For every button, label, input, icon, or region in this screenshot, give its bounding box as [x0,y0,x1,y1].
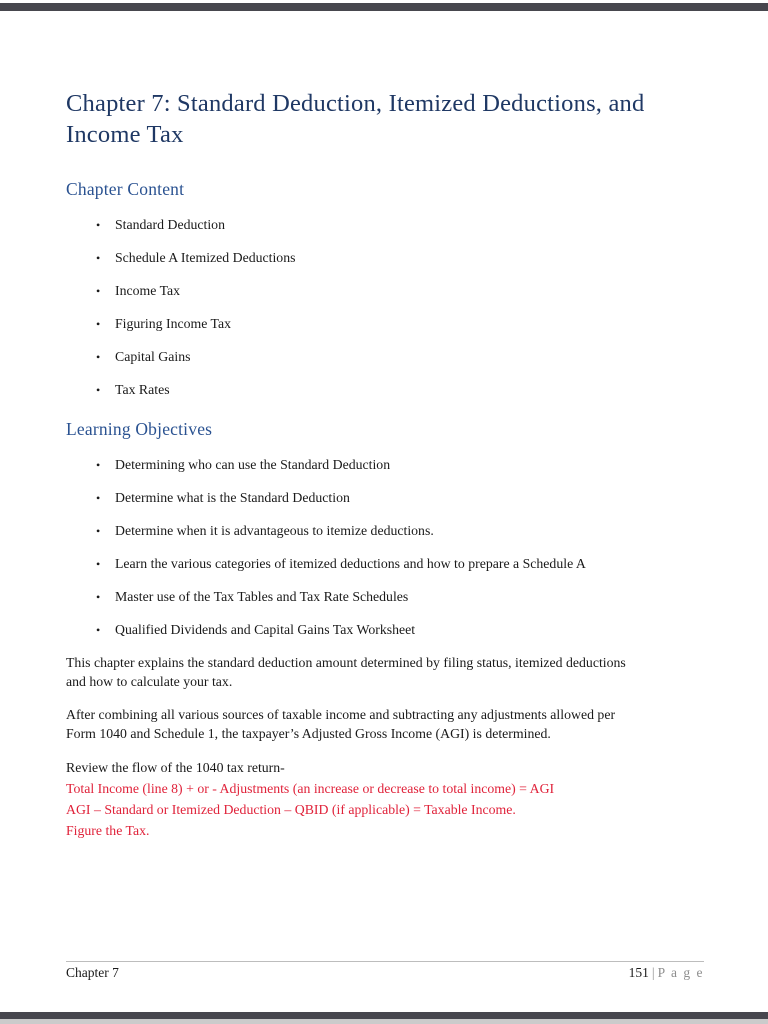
list-item [66,522,704,540]
list-item [66,588,704,606]
footer-separator: | [651,965,655,980]
list-item [66,348,704,366]
list-item [66,216,704,234]
list-item [66,282,704,300]
list-item-label: Schedule A Itemized Deductions [115,250,296,265]
list-item-label: Determine when it is advantageous to itemize deductions. [115,523,434,538]
bullet-icon: • [96,623,101,637]
agi-paragraph [66,705,704,743]
list-item [66,555,704,573]
list-item-label: Determine what is the Standard Deduction [115,490,350,505]
list-item [66,381,704,399]
list-item [66,315,704,333]
list-item-label: Figuring Income Tax [115,316,232,331]
list-item [66,621,704,639]
learning-objectives-heading: Learning Objectives [66,419,213,439]
list-item-label: Learn the various categories of itemized deductions and how to prepare a Schedule A [115,556,586,571]
flow-line-total-income: Total Income (line 8) + or - Adjustments (an increase or decrease to total income) = AGI [66,781,555,796]
list-item-label: Standard Deduction [115,217,225,232]
viewer-bottom-strip [0,1019,768,1024]
document-page [66,0,704,841]
bullet-icon: • [96,317,101,331]
list-item-label: Determining who can use the Standard Deduction [115,457,391,472]
list-item-label: Qualified Dividends and Capital Gains Tax Worksheet [115,622,416,637]
bullet-icon: • [96,458,101,472]
footer-page-word: P a g e [657,965,704,980]
bullet-icon: • [96,284,101,298]
footer-chapter-label: Chapter 7 [66,965,119,980]
list-item-label: Income Tax [115,283,181,298]
viewer-bottom-edge-bar [0,1012,768,1019]
list-item-label: Master use of the Tax Tables and Tax Rate Schedules [115,589,409,604]
paragraph-line: This chapter explains the standard deduction amount determined by filing status, itemized deductions [66,655,626,670]
footer-page-number: 151 [628,965,649,980]
tax-return-flow [66,757,704,841]
list-item [66,489,704,507]
list-item [66,249,704,267]
page-title-line-2: Income Tax [66,121,184,148]
intro-paragraph [66,653,704,691]
chapter-content-list [66,216,704,399]
bullet-icon: • [96,491,101,505]
page-footer [66,961,704,981]
list-item [66,456,704,474]
bullet-icon: • [96,524,101,538]
paragraph-line: and how to calculate your tax. [66,674,233,689]
bullet-icon: • [96,251,101,265]
bullet-icon: • [96,218,101,232]
page-title [66,88,704,150]
list-item-label: Tax Rates [115,382,170,397]
learning-objectives-list [66,456,704,639]
bullet-icon: • [96,590,101,604]
page-title-line-1: Chapter 7: Standard Deduction, Itemized Deductions, and [66,90,645,117]
paragraph-line: Form 1040 and Schedule 1, the taxpayer’s Adjusted Gross Income (AGI) is determined. [66,726,551,741]
bullet-icon: • [96,350,101,364]
flow-line-agi: AGI – Standard or Itemized Deduction – QBID (if applicable) = Taxable Income. [66,802,516,817]
bullet-icon: • [96,557,101,571]
paragraph-line: After combining all various sources of taxable income and subtracting any adjustments allowed per [66,707,616,722]
review-flow-intro: Review the flow of the 1040 tax return- [66,760,285,775]
chapter-content-heading: Chapter Content [66,179,185,199]
flow-line-figure-tax: Figure the Tax. [66,823,150,838]
list-item-label: Capital Gains [115,349,191,364]
bullet-icon: • [96,383,101,397]
footer-page-indicator [629,965,704,981]
